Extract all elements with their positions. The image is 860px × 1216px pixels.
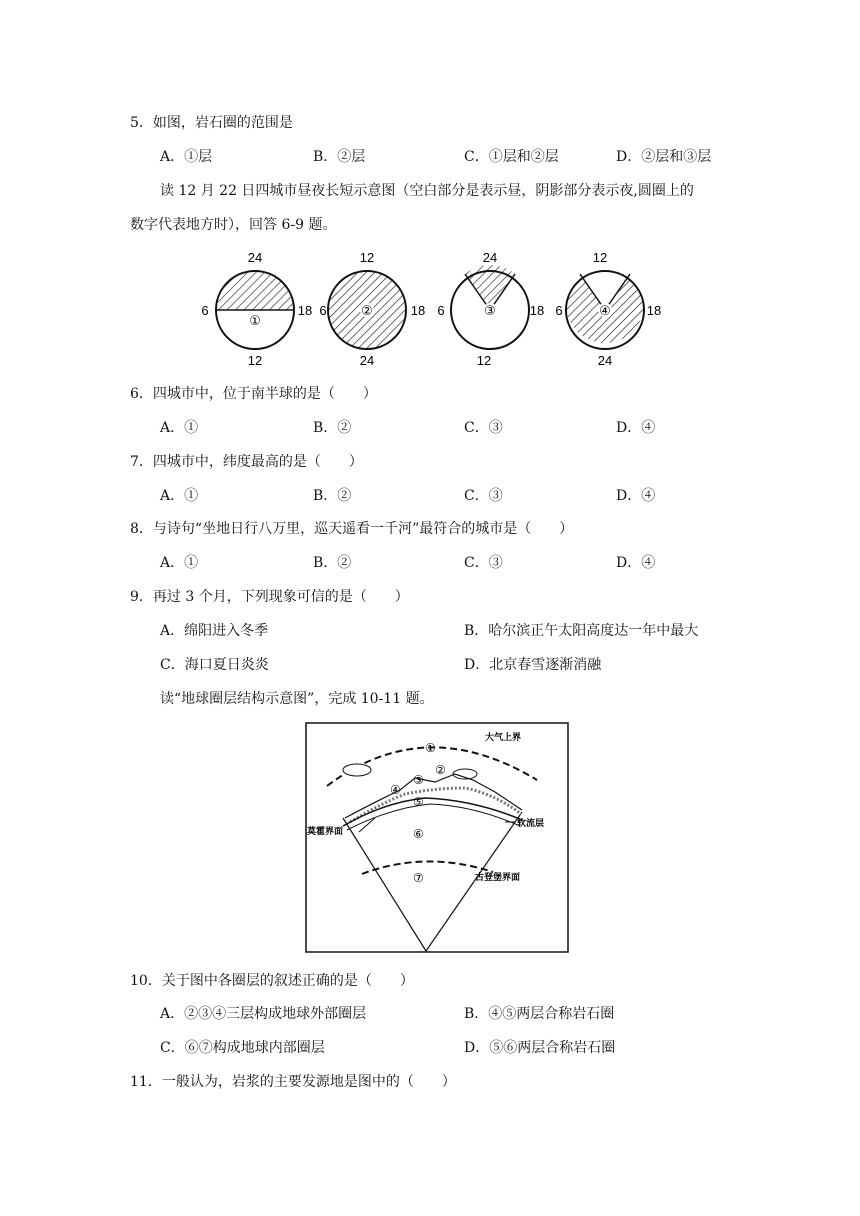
q10-option-a: A．②③④三层构成地球外部圈层 bbox=[160, 1006, 367, 1022]
clock4-right: 18 bbox=[646, 303, 662, 318]
label-layer-5: ⑤ bbox=[413, 795, 424, 809]
q7-option-a: A．① bbox=[160, 488, 199, 504]
clock2-id: ② bbox=[361, 303, 373, 318]
intro-6-9-line2: 数字代表地方时），回答 6-9 题。 bbox=[130, 217, 337, 233]
clock1-right: 18 bbox=[297, 303, 313, 318]
label-moho: 莫霍界面 bbox=[307, 826, 344, 836]
q8-option-d: D．④ bbox=[616, 555, 656, 571]
clock4-id: ④ bbox=[599, 303, 611, 318]
q6-option-d: D．④ bbox=[616, 420, 656, 436]
clock-circle-3 bbox=[437, 250, 544, 368]
label-layer-1: ① bbox=[425, 741, 436, 755]
q5-option-c: C．①层和②层 bbox=[464, 149, 559, 165]
clock1-top: 24 bbox=[247, 250, 263, 265]
q7-option-b: B．② bbox=[313, 488, 352, 504]
intro-10-11: 读“地球圈层结构示意图”，完成 10-11 题。 bbox=[160, 691, 434, 707]
label-layer-2: ② bbox=[435, 763, 446, 777]
clock3-bottom: 12 bbox=[476, 353, 492, 368]
clock2-right: 18 bbox=[410, 303, 426, 318]
q6-option-a: A．① bbox=[160, 420, 199, 436]
q10-option-c: C．⑥⑦构成地球内部圈层 bbox=[160, 1040, 325, 1056]
clock4-bottom: 24 bbox=[597, 353, 613, 368]
clock3-top: 24 bbox=[482, 250, 498, 265]
label-layer-3: ③ bbox=[413, 773, 424, 787]
clock-circle-1 bbox=[201, 250, 312, 368]
label-layer-4: ④ bbox=[390, 783, 401, 797]
q10-option-d: D．⑤⑥两层合称岩石圈 bbox=[464, 1040, 616, 1056]
q9-option-c: C．海口夏日炎炎 bbox=[160, 657, 269, 673]
clock4-left: 6 bbox=[555, 303, 563, 318]
day-night-figure bbox=[195, 248, 675, 370]
q8-option-b: B．② bbox=[313, 555, 352, 571]
clock-circle-2 bbox=[319, 250, 425, 368]
label-gutenberg: 古登堡界面 bbox=[475, 872, 521, 882]
clock-circle-4 bbox=[555, 250, 661, 368]
q6-option-c: C．③ bbox=[464, 420, 503, 436]
clock3-id: ③ bbox=[484, 303, 496, 318]
q7-option-d: D．④ bbox=[616, 488, 656, 504]
q7-stem: 7．四城市中，纬度最高的是（ ） bbox=[130, 454, 363, 470]
q5-option-a: A．①层 bbox=[160, 149, 213, 165]
intro-6-9-line1: 读 12 月 22 日四城市昼夜长短示意图（空白部分是表示昼，阴影部分表示夜,圆圈上的 bbox=[160, 183, 694, 199]
label-layer-7: ⑦ bbox=[413, 871, 424, 885]
q9-option-a: A．绵阳进入冬季 bbox=[160, 623, 269, 639]
clock2-bottom: 24 bbox=[359, 353, 375, 368]
q8-option-c: C．③ bbox=[464, 555, 503, 571]
clock2-left: 6 bbox=[319, 303, 327, 318]
label-layer-6: ⑥ bbox=[413, 827, 424, 841]
earth-layers-figure bbox=[305, 722, 569, 953]
q6-stem: 6．四城市中，位于南半球的是（ ） bbox=[130, 386, 377, 402]
q10-stem: 10．关于图中各圈层的叙述正确的是（ ） bbox=[130, 973, 414, 989]
q8-option-a: A．① bbox=[160, 555, 199, 571]
clock1-id: ① bbox=[249, 313, 261, 328]
q5-option-d: D．②层和③层 bbox=[616, 149, 712, 165]
q7-option-c: C．③ bbox=[464, 488, 503, 504]
q5-stem: 5．如图，岩石圈的范围是 bbox=[130, 115, 293, 131]
label-asthenosphere: 软流层 bbox=[517, 818, 545, 828]
clock1-left: 6 bbox=[201, 303, 209, 318]
clock3-right: 18 bbox=[529, 303, 545, 318]
q9-option-d: D．北京春雪逐渐消融 bbox=[464, 657, 602, 673]
q10-option-b: B．④⑤两层合称岩石圈 bbox=[464, 1006, 615, 1022]
q6-option-b: B．② bbox=[313, 420, 352, 436]
clock1-bottom: 12 bbox=[247, 353, 263, 368]
q11-stem: 11．一般认为，岩浆的主要发源地是图中的（ ） bbox=[130, 1074, 456, 1090]
q5-option-b: B．②层 bbox=[313, 149, 366, 165]
clock2-top: 12 bbox=[359, 250, 375, 265]
q8-stem: 8．与诗句“坐地日行八万里，巡天遥看一千河”最符合的城市是（ ） bbox=[130, 521, 574, 537]
q9-option-b: B．哈尔滨正午太阳高度达一年中最大 bbox=[464, 623, 699, 639]
q9-stem: 9．再过 3 个月，下列现象可信的是（ ） bbox=[130, 589, 409, 605]
clock3-left: 6 bbox=[437, 303, 445, 318]
label-atmosphere-upper-boundary: 大气上界 bbox=[485, 732, 522, 742]
clock4-top: 12 bbox=[592, 250, 608, 265]
